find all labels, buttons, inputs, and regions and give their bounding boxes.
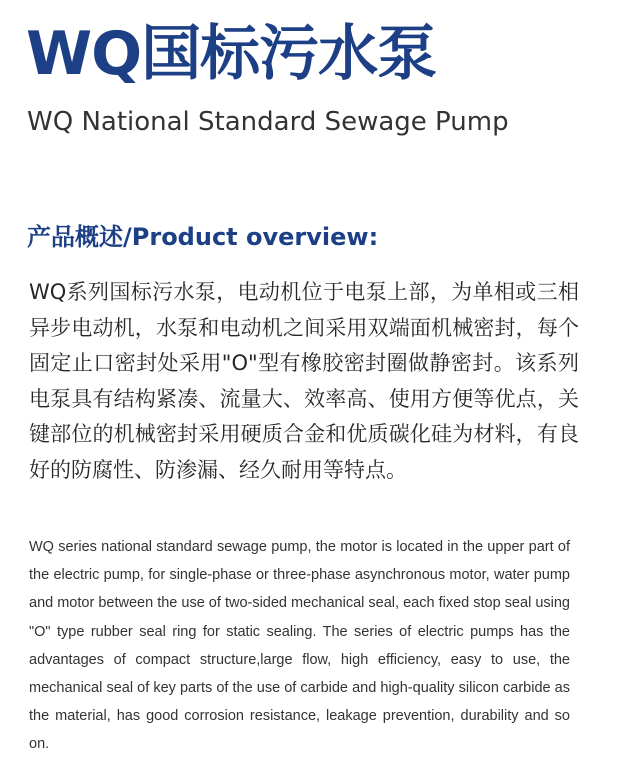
overview-heading: 产品概述/Product overview: (27, 223, 379, 251)
overview-description-cn: WQ系列国标污水泵，电动机位于电泵上部，为单相或三相异步电动机，水泵和电动机之间采用双端面机械密封，每个固定止口密封处采用"O"型有橡胶密封圈做静密封。该系列电泵具有结构紧凑、流量大、效率高、使用方便等优点，关键部位的机械密封采用硬质合金和优质碳化硅为材料，有良好的防腐性、防渗漏、经久耐用等特点。 (29, 280, 579, 482)
overview-description-en: WQ series national standard sewage pump, the motor is located in the upper part of the electric pump, for single-phase or three-phase asynchronous motor, water pump and motor between the use of two-sided mechanical seal, each fixed stop seal using "O" type rubber seal ring for static sealing. The series of electric pumps has the advantages of compact structure,large flow, high efficiency, easy to use, the mechanical seal of key parts of the use of carbide and high-quality silicon carbide as the material, has good corrosion resistance, leakage prevention, durability and so on. (29, 539, 570, 753)
product-title-cn: WQ国标污水泵 (26, 19, 437, 89)
product-title-en: WQ National Standard Sewage Pump (27, 107, 509, 137)
